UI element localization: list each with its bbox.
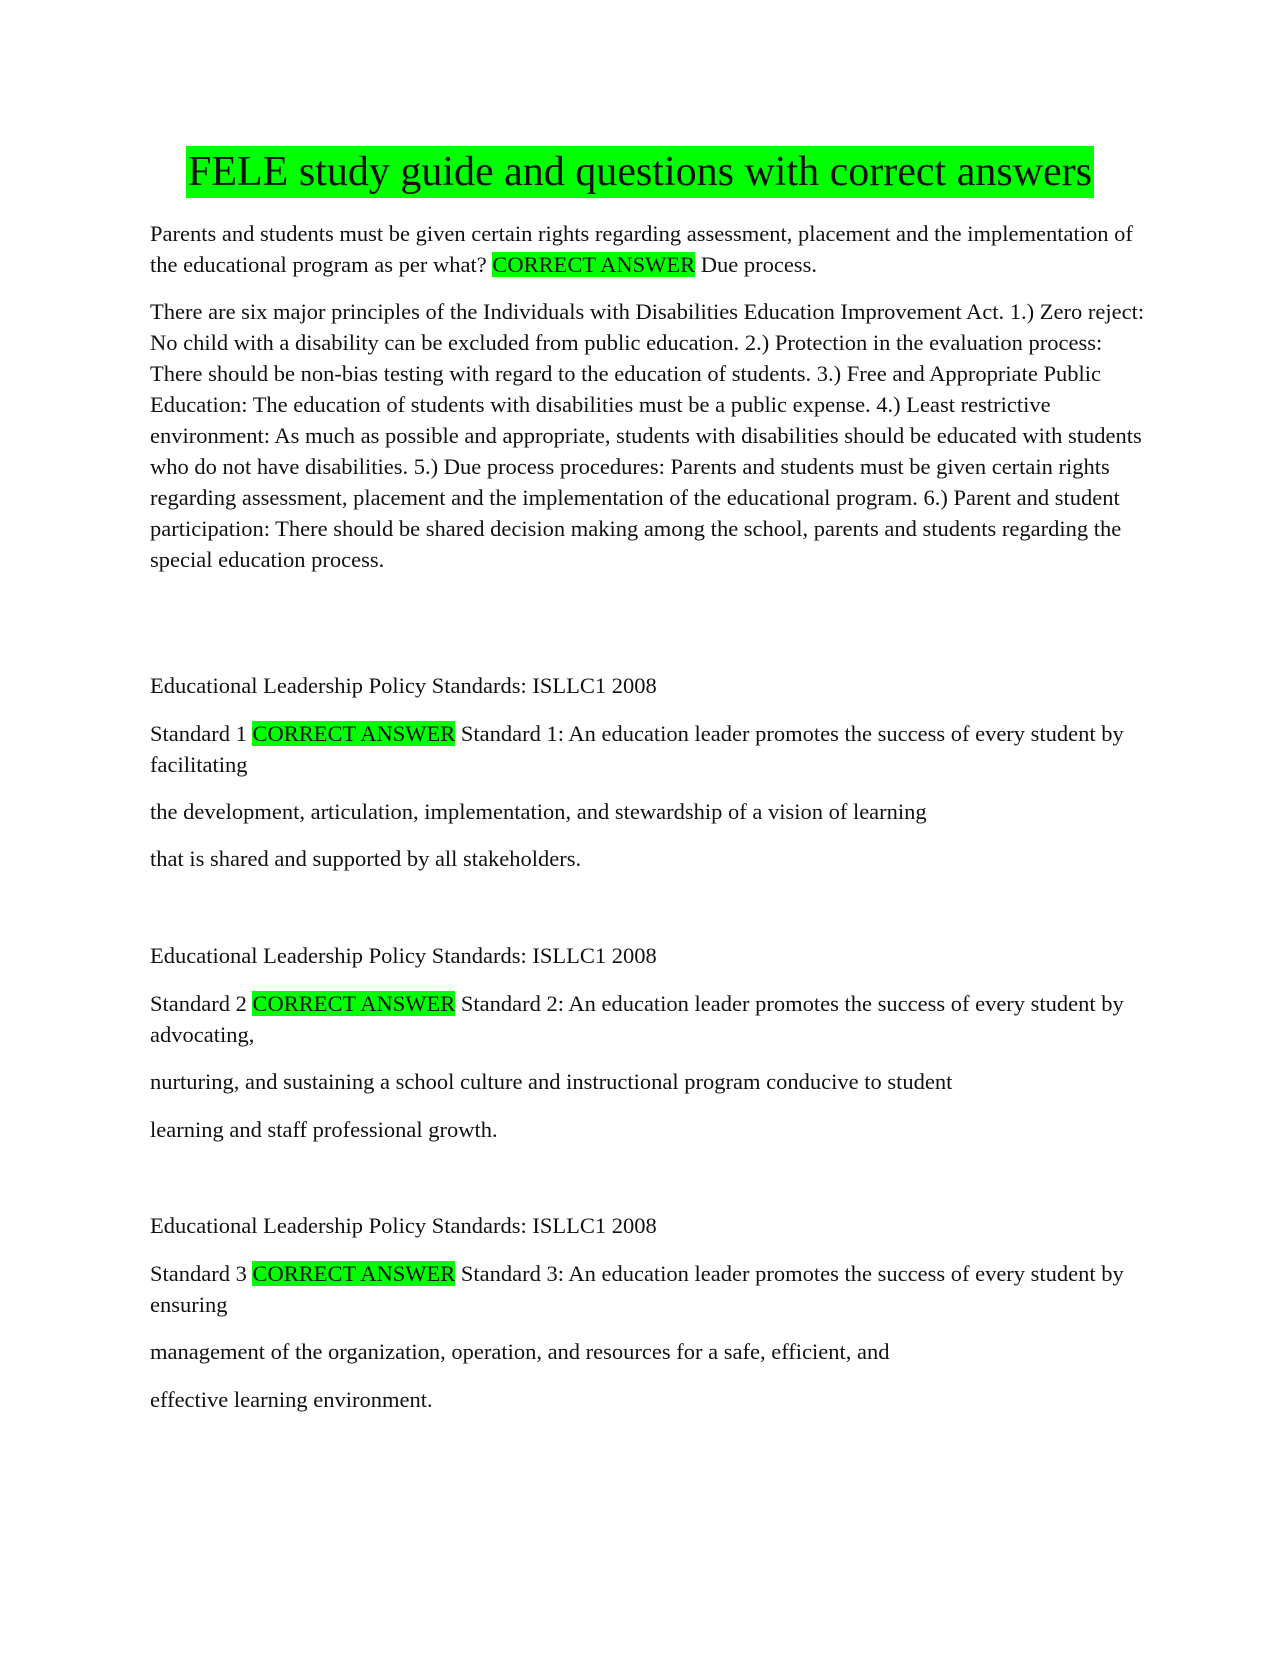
standard-2-paragraph	[150, 988, 1150, 1050]
standard-2-line-3: learning and staff professional growth.	[150, 1117, 498, 1142]
standard-1-line-3: that is shared and supported by all stakeholders.	[150, 846, 582, 871]
q1-question: Parents and students must be given certain rights regarding assessment, placement and the implementation of the educational program as per what?	[150, 221, 1133, 277]
standard-2-line-2: nurturing, and sustaining a school culture and instructional program conducive to student	[150, 1069, 953, 1094]
principles-paragraph: There are six major principles of the Individuals with Disabilities Education Improvement Act. 1.) Zero reject: No child with a disability can be excluded from public education. 2.) Protection in the evaluation process: There should be non-bias testing with regard to the education of students. 3.) Free and Appropriate Public Education: The education of students with disabilities must be a public expense. 4.) Least restrictive environment: As much as possible and appropriate, students with disabilities should be educated with students who do not have disabilities. 5.) Due process procedures: Parents and students must be given certain rights regarding assessment, placement and the implementation of the educational program. 6.) Parent and student participation: There should be shared decision making among the school, parents and students regarding the special education process.	[150, 299, 1145, 572]
standard-answer: Standard 3: An education leader promotes the success of every student by ensuring	[150, 1261, 1124, 1317]
standard-term: Standard 1	[150, 721, 247, 746]
standard-3-line-3: effective learning environment.	[150, 1387, 433, 1412]
standard-heading: Educational Leadership Policy Standards: ISLLC1 2008	[150, 943, 657, 968]
standard-term: Standard 2	[150, 991, 247, 1016]
standard-3-line-2: management of the organization, operation, and resources for a safe, efficient, and	[150, 1339, 890, 1364]
standard-answer: Standard 1: An education leader promotes the success of every student by facilitating	[150, 721, 1124, 777]
title-row	[0, 146, 1280, 198]
correct-answer-label: CORRECT ANSWER	[252, 1261, 456, 1286]
standard-3-paragraph	[150, 1258, 1150, 1320]
standard-answer: Standard 2: An education leader promotes the success of every student by advocating,	[150, 991, 1124, 1047]
standard-1-paragraph	[150, 718, 1150, 780]
standard-term: Standard 3	[150, 1261, 247, 1286]
correct-answer-label: CORRECT ANSWER	[492, 252, 696, 277]
standard-heading: Educational Leadership Policy Standards: ISLLC1 2008	[150, 673, 657, 698]
standard-heading: Educational Leadership Policy Standards: ISLLC1 2008	[150, 1213, 657, 1238]
q1-paragraph	[150, 218, 1150, 280]
standard-1-line-2: the development, articulation, implementation, and stewardship of a vision of learning	[150, 799, 927, 824]
correct-answer-label: CORRECT ANSWER	[252, 721, 456, 746]
q1-answer: Due process.	[700, 252, 817, 277]
document-title: FELE study guide and questions with correct answers	[186, 146, 1094, 198]
correct-answer-label: CORRECT ANSWER	[252, 991, 456, 1016]
